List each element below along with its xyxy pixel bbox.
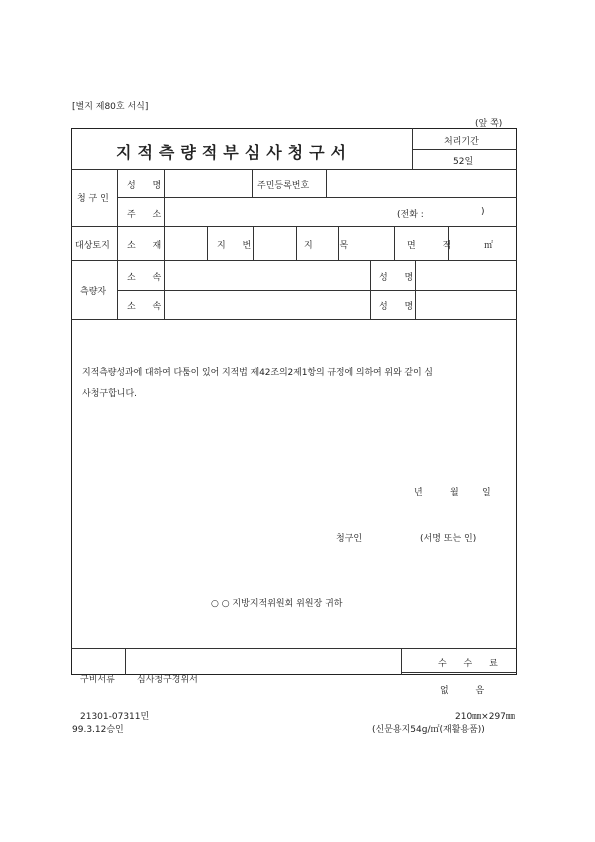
- divider: [71, 169, 517, 170]
- claimant-section-label: 청 구 인: [77, 194, 109, 204]
- surveyor-section-label: 측량자: [80, 287, 107, 297]
- side-label: (앞 쪽): [475, 119, 503, 129]
- surveyor-affiliation2-label: 소 속: [127, 302, 169, 312]
- signer-label: 청구인: [336, 534, 363, 544]
- divider: [401, 648, 402, 675]
- surveyor-affiliation1-field[interactable]: [166, 262, 368, 288]
- claimant-name-label: 성 명: [127, 181, 169, 191]
- land-category-label: 지 목: [304, 241, 361, 251]
- surveyor-affiliation2-field[interactable]: [166, 292, 368, 317]
- divider: [71, 319, 517, 320]
- location-field[interactable]: [166, 228, 205, 258]
- surveyor-name2-field[interactable]: [417, 292, 514, 317]
- claimant-phone-close: ): [481, 207, 485, 217]
- statement-line2: 사청구합니다.: [82, 389, 138, 399]
- divider: [412, 149, 517, 150]
- divider: [125, 648, 126, 675]
- addressee: ○ ○ 지방지적위원회 위원장 귀하: [211, 599, 343, 609]
- form-code: 21301-07311민: [80, 712, 150, 722]
- divider: [394, 226, 395, 260]
- paper-spec: (신문용지54g/㎡(재활용품)): [372, 725, 485, 735]
- land-category-field[interactable]: [340, 228, 392, 258]
- divider: [71, 260, 517, 261]
- form-title: 지적측량적부심사청구서: [116, 143, 353, 162]
- divider: [117, 197, 517, 198]
- processing-period-label: 처리기간: [444, 137, 479, 147]
- divider: [252, 169, 253, 197]
- area-field[interactable]: [450, 228, 480, 258]
- divider: [71, 648, 517, 649]
- area-label: 면 적: [407, 241, 464, 251]
- claimant-id-number-field[interactable]: [329, 171, 514, 195]
- annex-label: [별지 제80호 서식]: [72, 102, 149, 112]
- claimant-address-field[interactable]: [166, 199, 391, 224]
- surveyor-name2-label: 성 명: [379, 302, 421, 312]
- divider: [117, 290, 517, 291]
- claimant-id-number-label: 주민등록번호: [257, 181, 310, 191]
- surveyor-name1-field[interactable]: [417, 262, 514, 288]
- location-label: 소 재: [127, 241, 169, 251]
- fee-label: 수 수 료: [438, 659, 505, 669]
- divider: [370, 260, 371, 319]
- approval-date: 99.3.12승인: [72, 725, 124, 735]
- surveyor-name1-label: 성 명: [379, 273, 421, 283]
- date-day-label: 일: [482, 488, 491, 498]
- divider: [412, 128, 413, 169]
- claimant-phone-field[interactable]: [433, 199, 479, 224]
- divider: [296, 226, 297, 260]
- processing-period-value: 52일: [453, 157, 474, 167]
- date-year-label: 년: [414, 488, 423, 498]
- lot-number-field[interactable]: [255, 228, 294, 258]
- claimant-address-label: 주 소: [127, 210, 169, 220]
- signature-note: (서명 또는 인): [420, 534, 477, 544]
- divider: [401, 672, 517, 673]
- divider: [117, 169, 118, 319]
- surveyor-affiliation1-label: 소 속: [127, 273, 169, 283]
- date-month-label: 월: [450, 488, 459, 498]
- claimant-name-field[interactable]: [166, 171, 250, 195]
- target-land-section-label: 대상토지: [75, 241, 110, 251]
- documents-label: 구비서류: [80, 675, 115, 685]
- divider: [207, 226, 208, 260]
- area-unit: ㎡: [484, 241, 494, 251]
- divider: [71, 226, 517, 227]
- fee-value: 없 음: [440, 686, 497, 696]
- paper-size: 210㎜×297㎜: [455, 712, 515, 722]
- statement-line1: 지적측량성과에 대하여 다툼이 있어 지적법 제42조의2제1항의 규정에 의하여 위와 같이 심: [82, 368, 433, 378]
- lot-number-label: 지 번: [217, 241, 259, 251]
- divider: [326, 169, 327, 197]
- claimant-phone-label: (전화 :: [397, 210, 424, 220]
- documents-value: 심사청구경위서: [137, 675, 198, 685]
